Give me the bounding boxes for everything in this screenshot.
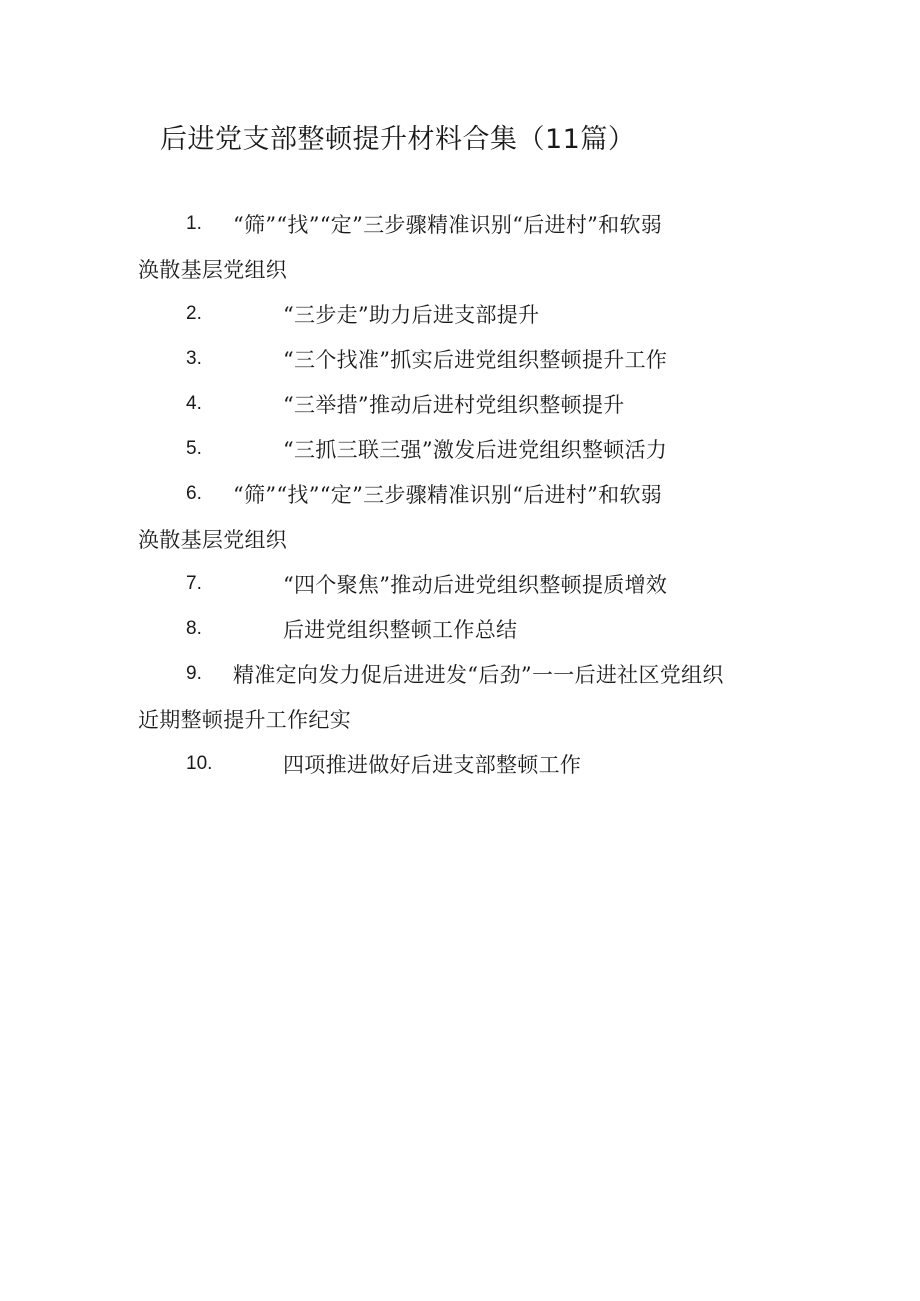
toc-item-title: “三举措”推动后进村党组织整顿提升 bbox=[283, 393, 625, 417]
toc-item-number: 5. bbox=[186, 438, 202, 459]
toc-item-number: 9. bbox=[186, 663, 202, 684]
toc-item-9 bbox=[0, 655, 920, 745]
toc-item-title-line1: 精准定向发力促后进进发“后劲”一一后进社区党组织 bbox=[233, 663, 724, 687]
toc-item-title: 后进党组织整顿工作总结 bbox=[283, 618, 518, 642]
table-of-contents bbox=[0, 205, 920, 790]
toc-item-number: 1. bbox=[186, 213, 202, 234]
toc-item-title: “三步走”助力后进支部提升 bbox=[283, 303, 540, 327]
toc-item-number: 7. bbox=[186, 573, 202, 594]
toc-item-3 bbox=[0, 340, 920, 385]
toc-item-title: “四个聚焦”推动后进党组织整顿提质增效 bbox=[283, 573, 668, 597]
toc-item-number: 8. bbox=[186, 618, 202, 639]
toc-item-5 bbox=[0, 430, 920, 475]
toc-item-4 bbox=[0, 385, 920, 430]
toc-item-7 bbox=[0, 565, 920, 610]
toc-item-number: 6. bbox=[186, 483, 202, 504]
toc-item-title-line1: “筛”“找”“定”三步骤精准识别“后进村”和软弱 bbox=[233, 483, 663, 507]
toc-item-title-line1: “筛”“找”“定”三步骤精准识别“后进村”和软弱 bbox=[233, 213, 663, 237]
toc-item-8 bbox=[0, 610, 920, 655]
toc-item-1 bbox=[0, 205, 920, 295]
toc-item-number: 4. bbox=[186, 393, 202, 414]
toc-item-number: 10. bbox=[186, 753, 213, 774]
toc-item-6 bbox=[0, 475, 920, 565]
toc-item-title: “三个找准”抓实后进党组织整顿提升工作 bbox=[283, 348, 668, 372]
toc-item-10 bbox=[0, 745, 920, 790]
toc-item-title-line2: 涣散基层党组织 bbox=[138, 258, 288, 282]
toc-item-title: “三抓三联三强”激发后进党组织整顿活力 bbox=[283, 438, 668, 462]
toc-item-title-line2: 近期整顿提升工作纪实 bbox=[138, 708, 351, 732]
toc-item-number: 2. bbox=[186, 303, 202, 324]
document-title: 后进党支部整顿提升材料合集（11篇） bbox=[160, 124, 636, 155]
toc-item-number: 3. bbox=[186, 348, 202, 369]
toc-item-title-line2: 涣散基层党组织 bbox=[138, 528, 288, 552]
toc-item-title: 四项推进做好后进支部整顿工作 bbox=[283, 753, 582, 777]
toc-item-2 bbox=[0, 295, 920, 340]
